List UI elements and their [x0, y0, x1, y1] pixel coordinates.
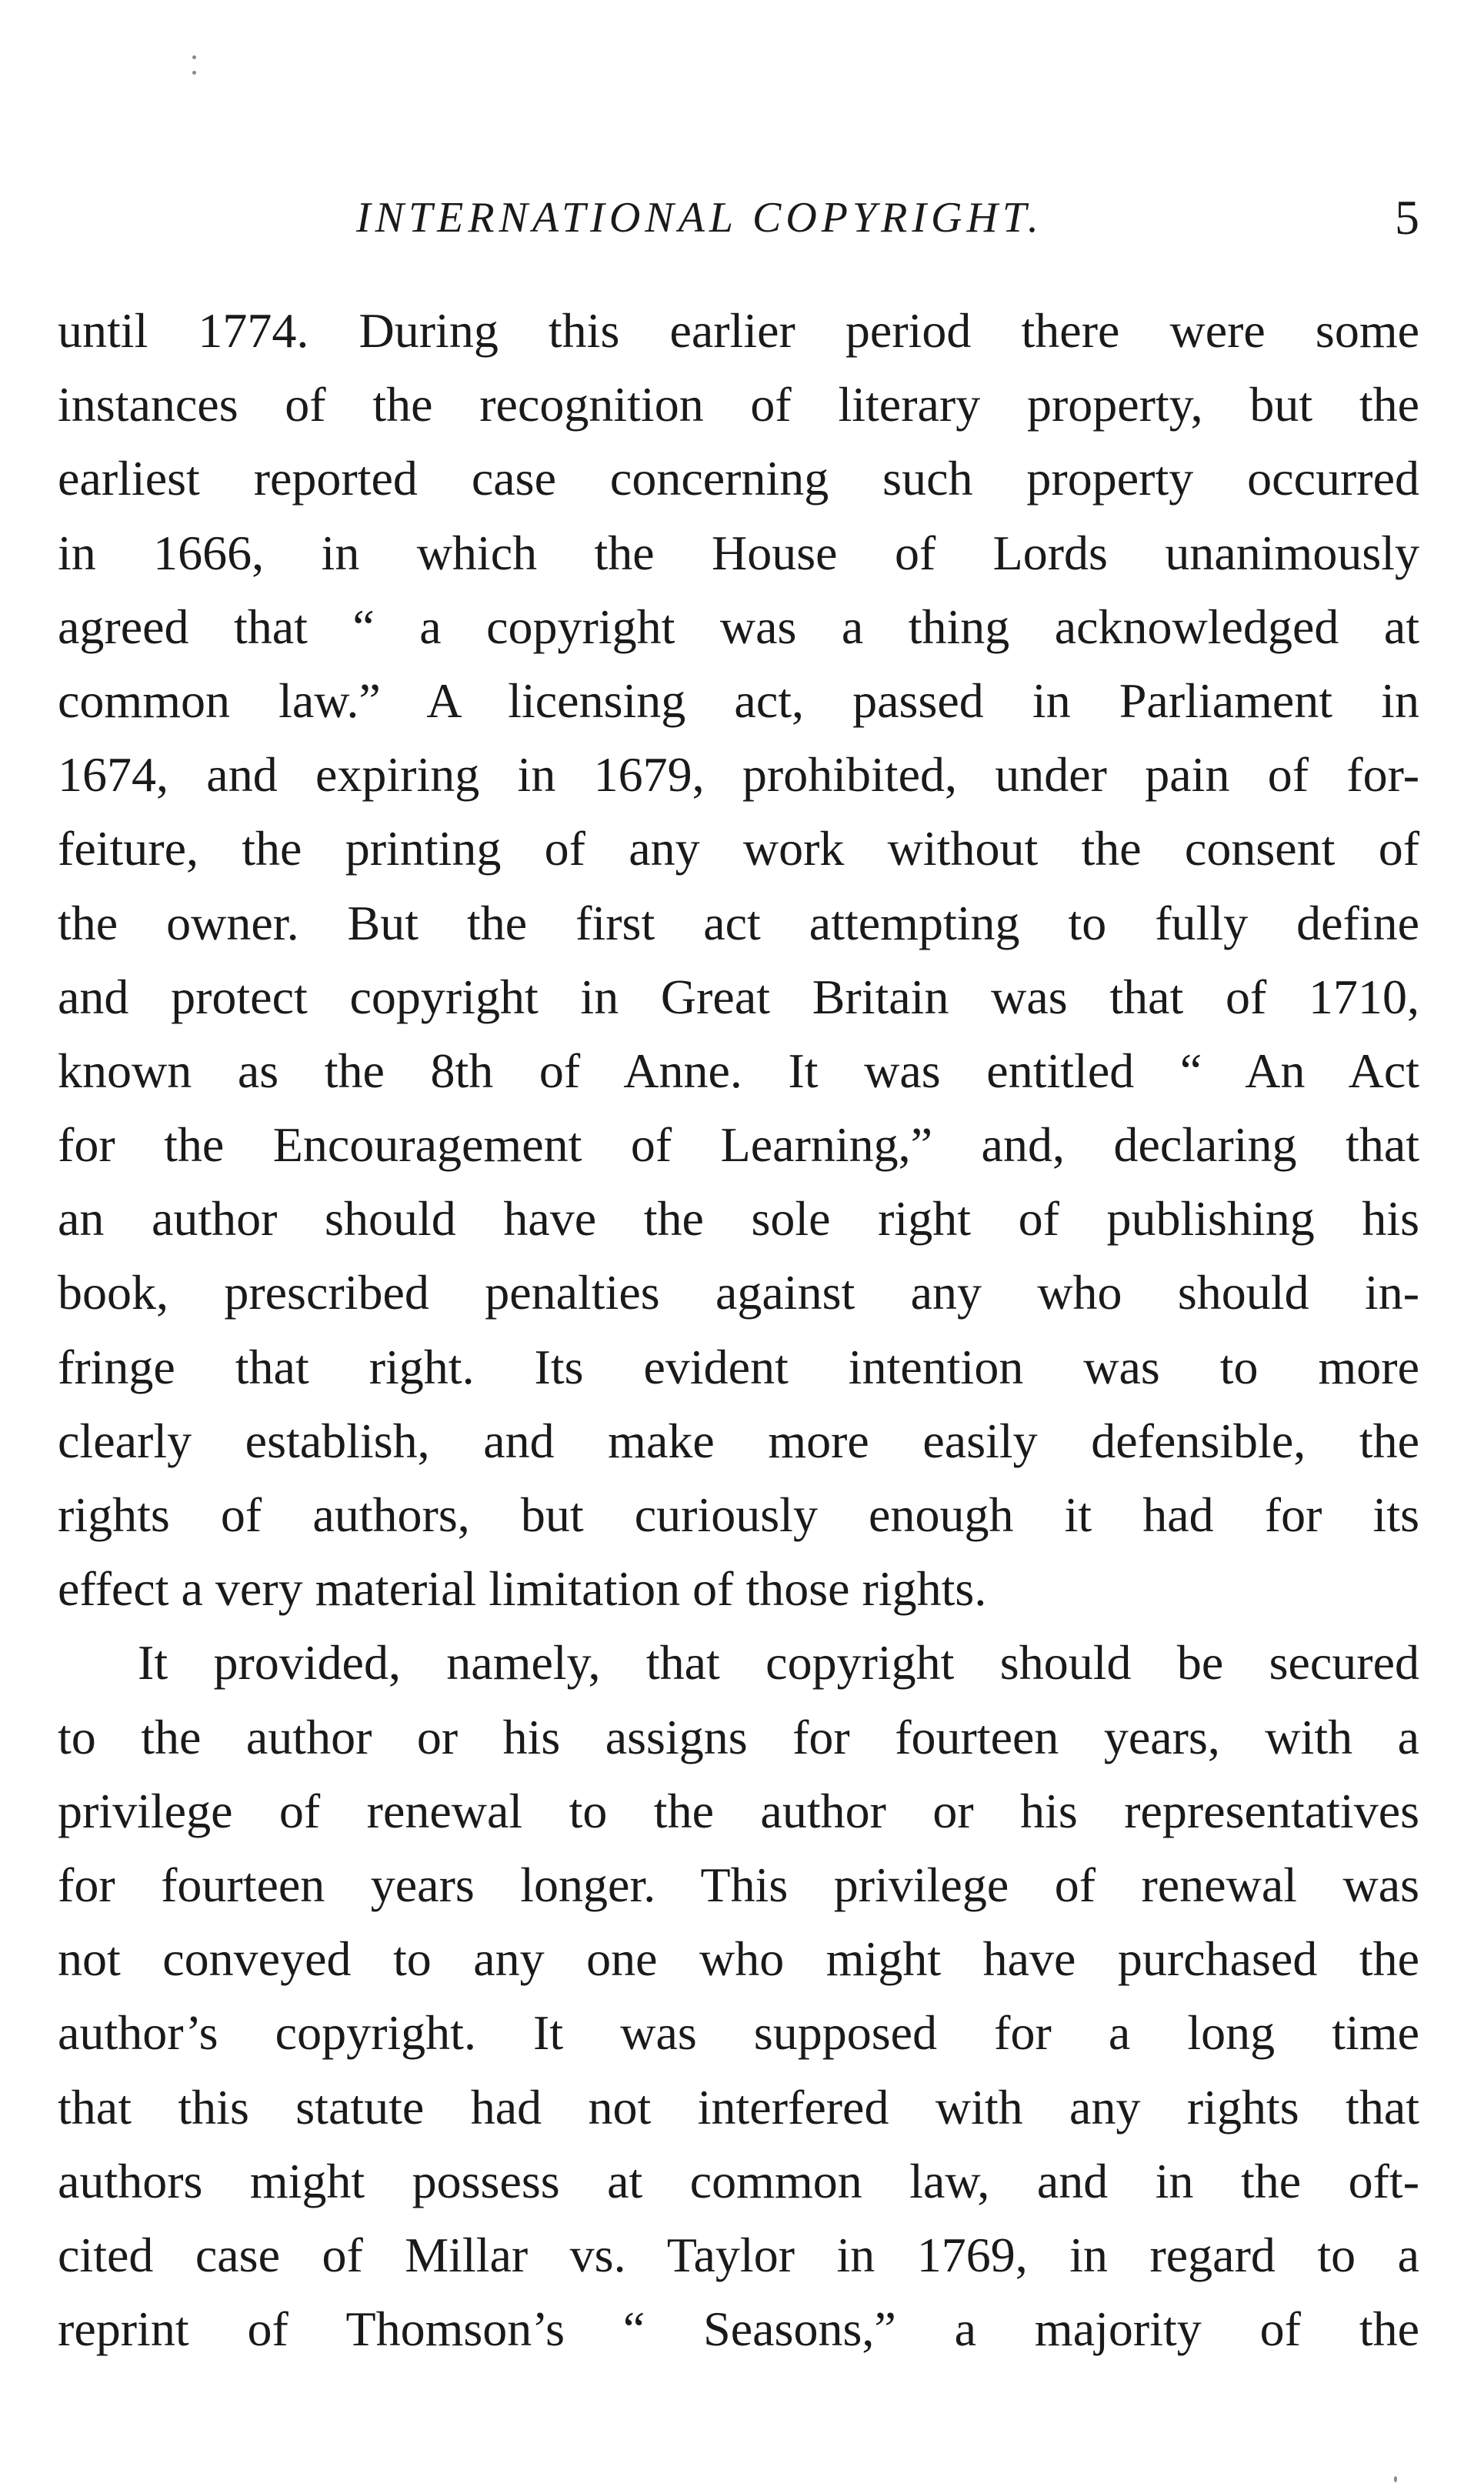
text-line: for fourteen years longer. This privilege of renewal was [58, 1857, 1419, 1912]
text-line: authors might possess at common law, and in the oft- [58, 2153, 1419, 2208]
text-line: effect a very material limitation of those rights. [58, 1561, 987, 1617]
text-line: cited case of Millar vs. Taylor in 1769, in regard to a [58, 2227, 1419, 2282]
text-line: 1674, and expiring in 1679, prohibited, under pain of for- [58, 747, 1419, 803]
text-line: author’s copyright. It was supposed for a long time [58, 2005, 1419, 2061]
text-line: instances of the recognition of literary property, but the [58, 377, 1419, 432]
print-speck [192, 55, 196, 59]
text-line: earliest reported case concerning such property occurred [58, 451, 1419, 506]
running-head [58, 183, 1419, 252]
text-line: common law.” A licensing act, passed in Parliament in [58, 673, 1419, 728]
text-line: until 1774. During this earlier period there were some [58, 303, 1419, 358]
text-line: and protect copyright in Great Britain was that of 1710, [58, 969, 1419, 1024]
text-line: feiture, the printing of any work without the consent of [58, 821, 1419, 876]
text-line: book, prescribed penalties against any who should in- [58, 1265, 1419, 1320]
text-line: for the Encouragement of Learning,” and, declaring that [58, 1117, 1419, 1173]
text-line: known as the 8th of Anne. It was entitled “ An Act [58, 1043, 1419, 1098]
text-line: reprint of Thomson’s “ Seasons,” a majority of the [58, 2301, 1419, 2357]
paragraph [58, 294, 1419, 1626]
text-line: clearly establish, and make more easily defensible, the [58, 1413, 1419, 1468]
text-line: fringe that right. Its evident intention was to more [58, 1339, 1419, 1394]
text-line: privilege of renewal to the author or his representatives [58, 1783, 1419, 1838]
text-line: in 1666, in which the House of Lords unanimously [58, 525, 1419, 580]
text-line: an author should have the sole right of publishing his [58, 1191, 1419, 1247]
page-number: 5 [1395, 190, 1419, 245]
running-head-title: INTERNATIONAL COPYRIGHT. [356, 194, 1043, 242]
print-speck [192, 71, 196, 75]
body-text [58, 294, 1419, 2366]
text-line: not conveyed to any one who might have purchased the [58, 1931, 1419, 1987]
print-speck [1394, 2476, 1397, 2482]
text-line: It provided, namely, that copyright should be secured [138, 1635, 1419, 1691]
text-line: that this statute had not interfered with any rights that [58, 2079, 1419, 2135]
text-line: agreed that “ a copyright was a thing acknowledged at [58, 599, 1419, 654]
text-line: the owner. But the first act attempting to fully define [58, 895, 1419, 950]
text-line: to the author or his assigns for fourteen years, with a [58, 1709, 1419, 1764]
paragraph [58, 1626, 1419, 2366]
text-line: rights of authors, but curiously enough it had for its [58, 1487, 1419, 1542]
